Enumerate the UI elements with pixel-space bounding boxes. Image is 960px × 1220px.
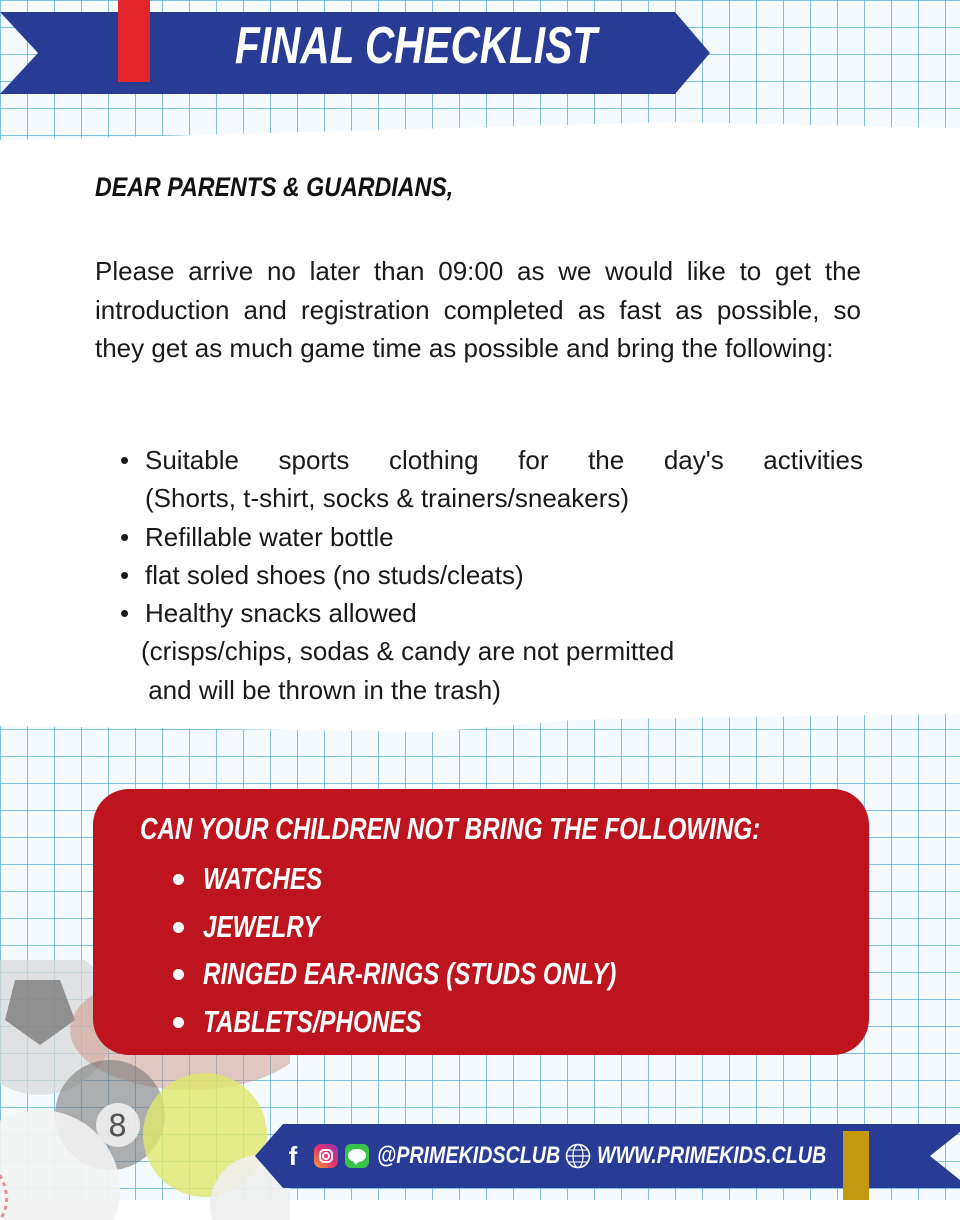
list-item-text: JEWELRY (203, 908, 320, 944)
not-allowed-notice (93, 789, 869, 1055)
list-item-text: • flat soled shoes (no studs/cleats) (145, 559, 524, 590)
intro-paragraph: Please arrive no later than 09:00 as we would like to get the introduction and registration completed as fast as possible, so they get as much game time as possible and bring the following: (95, 256, 861, 363)
list-item-text: • Refillable water bottle (145, 521, 394, 552)
bring-checklist (118, 441, 863, 709)
list-item (118, 441, 863, 518)
notice-title: CAN YOUR CHILDREN NOT BRING THE FOLLOWING: (140, 811, 761, 846)
list-item-text: TABLETS/PHONES (203, 1003, 422, 1039)
footer-contact (282, 1124, 827, 1188)
bullet-icon (173, 874, 184, 885)
line-icon[interactable] (345, 1144, 369, 1168)
instagram-icon[interactable] (314, 1144, 338, 1168)
list-item-detail: (Shorts, t-shirt, socks & trainers/sneakers) (145, 483, 630, 514)
globe-www-icon (565, 1143, 591, 1169)
list-item-text: WATCHES (203, 861, 323, 896)
red-bookmark-tab (118, 0, 150, 82)
bullet-icon (173, 1017, 184, 1028)
list-item (118, 518, 863, 556)
greeting-heading: DEAR PARENTS & GUARDIANS, (95, 172, 454, 202)
website-link[interactable]: WWW.PRIMEKIDS.CLUB (597, 1142, 827, 1169)
list-item-detail: (crisps/chips, sodas & candy are not permitted (141, 636, 675, 667)
bullet-icon (173, 969, 184, 980)
list-item-text: • Suitable sports clothing for the day's activities (145, 445, 863, 475)
social-handle-link[interactable]: @PRIMEKIDSCLUB (377, 1142, 561, 1169)
bullet-icon (173, 922, 184, 933)
page-title: FINAL CHECKLIST (235, 17, 598, 75)
facebook-icon[interactable]: f (288, 1140, 298, 1171)
svg-text:8: 8 (108, 1109, 128, 1144)
list-item (118, 594, 863, 709)
gold-bookmark-tab (843, 1131, 869, 1200)
list-item-detail: and will be thrown in the trash) (141, 674, 501, 705)
list-item (118, 556, 863, 594)
list-item-text: RINGED EAR-RINGS (STUDS ONLY) (203, 956, 617, 991)
list-item-text: • Healthy snacks allowed (145, 598, 417, 629)
